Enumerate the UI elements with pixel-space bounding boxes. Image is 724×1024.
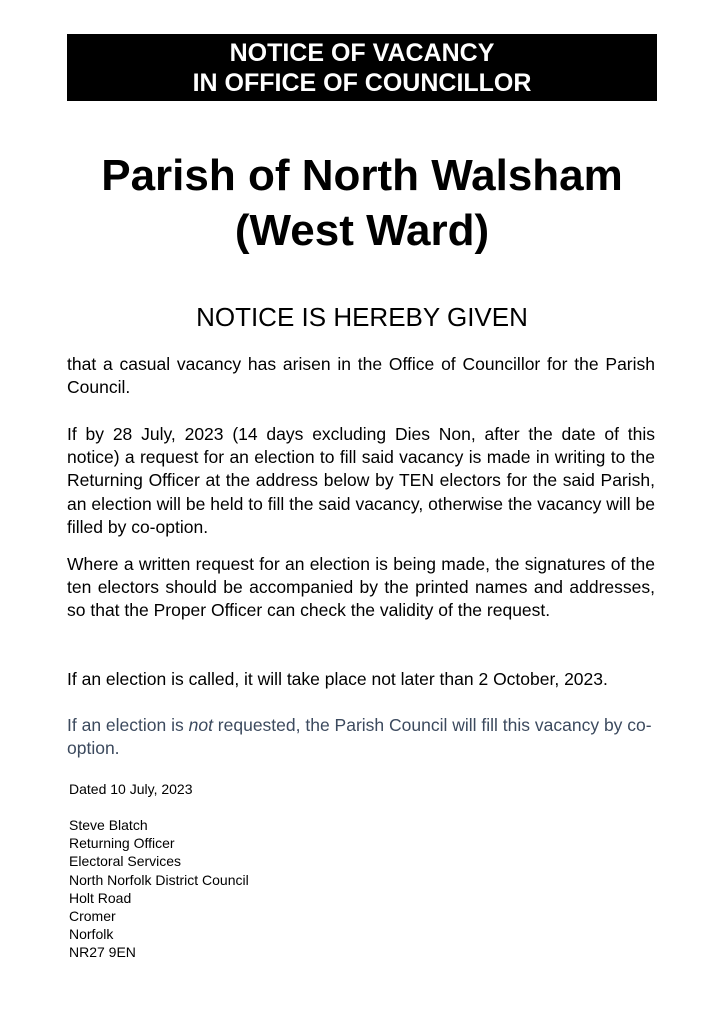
address-block xyxy=(69,816,249,962)
address-line: Cromer xyxy=(69,908,116,925)
page-title xyxy=(0,148,724,258)
banner-line-1: NOTICE OF VACANCY xyxy=(229,38,495,67)
title-line-2: (West Ward) xyxy=(234,206,490,255)
paragraph-vacancy-text: that a casual vacancy has arisen in the Office of Councillor for the Parish Council. xyxy=(67,354,655,398)
paragraph-request-deadline-text: If by 28 July, 2023 (14 days excluding Dies Non, after the date of this notice) a request for an election to fill said vacancy is made in writing to the Returning Officer at the address below by TEN electors for the said Parish, an election will be held to fill the said vacancy, otherwise the vacancy will be filled by co-option. xyxy=(67,424,655,537)
paragraph-election-date xyxy=(67,668,655,691)
co-option-emphasis: not xyxy=(188,715,213,735)
paragraph-co-option-text xyxy=(67,714,655,760)
address-line: Steve Blatch xyxy=(69,817,148,833)
paragraph-election-date-text: If an election is called, it will take place not later than 2 October, 2023. xyxy=(67,669,608,689)
address-line: Holt Road xyxy=(69,889,132,906)
notice-banner xyxy=(67,34,657,101)
address-line: Electoral Services xyxy=(69,853,182,870)
title-line-1: Parish of North Walsham xyxy=(101,151,623,200)
paragraph-vacancy xyxy=(67,353,655,399)
date-line: Dated 10 July, 2023 xyxy=(69,781,193,797)
co-option-text-end: requested, the Parish Council will fill this vacancy by co-option. xyxy=(67,715,652,759)
paragraph-signatures xyxy=(67,553,655,623)
paragraph-co-option xyxy=(67,714,655,760)
address-line: Norfolk xyxy=(69,926,114,943)
address-line: North Norfolk District Council xyxy=(69,871,249,888)
paragraph-signatures-text: Where a written request for an election is being made, the signatures of the ten electors should be accompanied by the printed names and addresses, so that the Proper Officer can check the validity of the request. xyxy=(67,554,655,621)
address-line: NR27 9EN xyxy=(69,944,136,961)
co-option-text-start: If an election is xyxy=(67,715,189,735)
notice-heading: NOTICE IS HEREBY GIVEN xyxy=(196,302,528,332)
paragraph-request-deadline xyxy=(67,423,655,539)
banner-line-2: IN OFFICE OF COUNCILLOR xyxy=(192,68,532,97)
address-line: Returning Officer xyxy=(69,835,175,852)
